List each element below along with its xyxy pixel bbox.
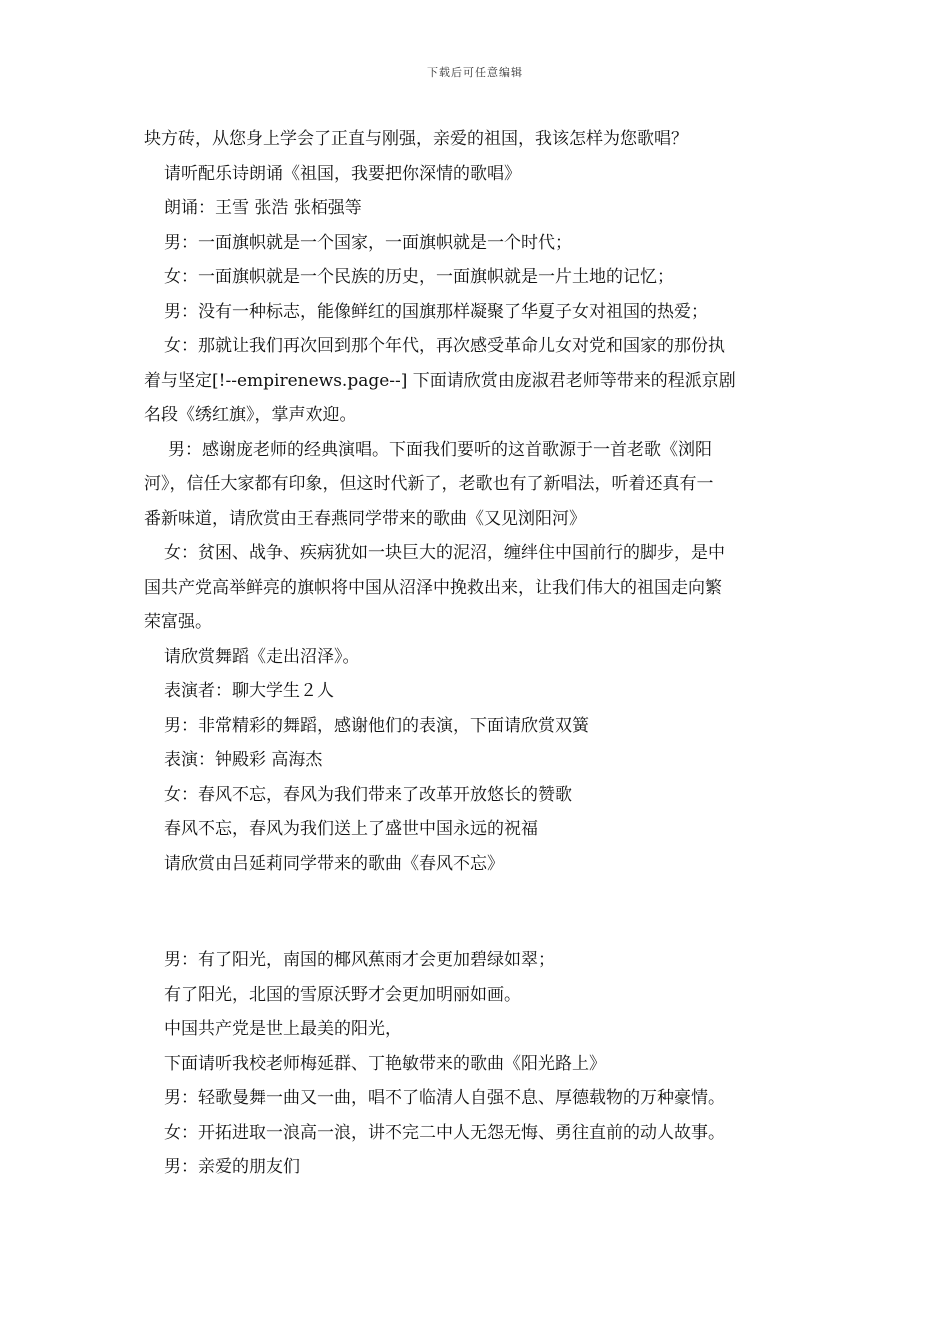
text-line: 国共产党高举鲜亮的旗帜将中国从沼泽中挽救出来，让我们伟大的祖国走向繁 [144,577,722,598]
page-header: 下载后可任意编辑 [427,66,523,79]
blank-gap [144,881,809,943]
text-line: 下面请听我校老师梅延群、丁艳敏带来的歌曲《阳光路上》 [164,1053,606,1074]
text-line: 男：非常精彩的舞蹈，感谢他们的表演，下面请欣赏双簧 [164,715,589,736]
text-line: 男：一面旗帜就是一个国家，一面旗帜就是一个时代； [164,232,572,253]
text-line: 荣富强。 [144,612,212,632]
text-line: 女：一面旗帜就是一个民族的历史，一面旗帜就是一片土地的记忆； [164,267,674,287]
text-line: 女：开拓进取一浪高一浪，讲不完二中人无怨无悔、勇往直前的动人故事。 [164,1122,725,1143]
text-line: 男：有了阳光，南国的椰风蕉雨才会更加碧绿如翠； [164,950,555,970]
text-line: 请听配乐诗朗诵《祖国，我要把你深情的歌唱》 [164,163,521,184]
text-line: 男：感谢庞老师的经典演唱。下面我们要听的这首歌源于一首老歌《浏阳 [168,439,712,460]
text-line: 男：轻歌曼舞一曲又一曲，唱不了临清人自强不息、厚德载物的万种豪情。 [164,1088,725,1108]
text-line: 番新味道，请欣赏由王春燕同学带来的歌曲《又见浏阳河》 [144,508,586,529]
text-line: 男：没有一种标志，能像鲜红的国旗那样凝聚了华夏子女对祖国的热爱； [164,301,708,322]
text-line: 表演者：聊大学生２人 [164,681,334,701]
text-line: 男：亲爱的朋友们 [164,1157,300,1177]
text-line: 名段《绣红旗》，掌声欢迎。 [144,405,357,425]
text-line: 块方砖，从您身上学会了正直与刚强，亲爱的祖国，我该怎样为您歌唱？ [144,129,688,149]
text-line: 请欣赏舞蹈《走出沼泽》。 [164,646,360,667]
text-block-1 [144,122,809,881]
text-line: 请欣赏由吕延莉同学带来的歌曲《春风不忘》 [164,853,504,874]
text-line: 女：春风不忘，春风为我们带来了改革开放悠长的赞歌 [164,784,572,805]
text-line: 着与坚定[!--empirenews.page--] 下面请欣赏由庞淑君老师等带来的程派京剧 [144,370,736,391]
document-body [144,122,809,1185]
text-line: 河》，信任大家都有印象，但这时代新了，老歌也有了新唱法，听着还真有一 [144,474,714,494]
text-line: 女：那就让我们再次回到那个年代，再次感受革命儿女对党和国家的那份执 [164,336,725,356]
text-line: 有了阳光，北国的雪原沃野才会更加明丽如画。 [164,984,521,1005]
text-line: 中国共产党是世上最美的阳光， [164,1019,402,1039]
text-line: 朗诵：王雪 张浩 张栢强等 [164,198,362,218]
text-block-2 [144,943,809,1185]
text-line: 女：贫困、战争、疾病犹如一块巨大的泥沼，缠绊住中国前行的脚步，是中 [164,543,725,563]
text-line: 表演：钟殿彩 高海杰 [164,750,323,770]
text-line: 春风不忘，春风为我们送上了盛世中国永远的祝福 [164,819,538,839]
